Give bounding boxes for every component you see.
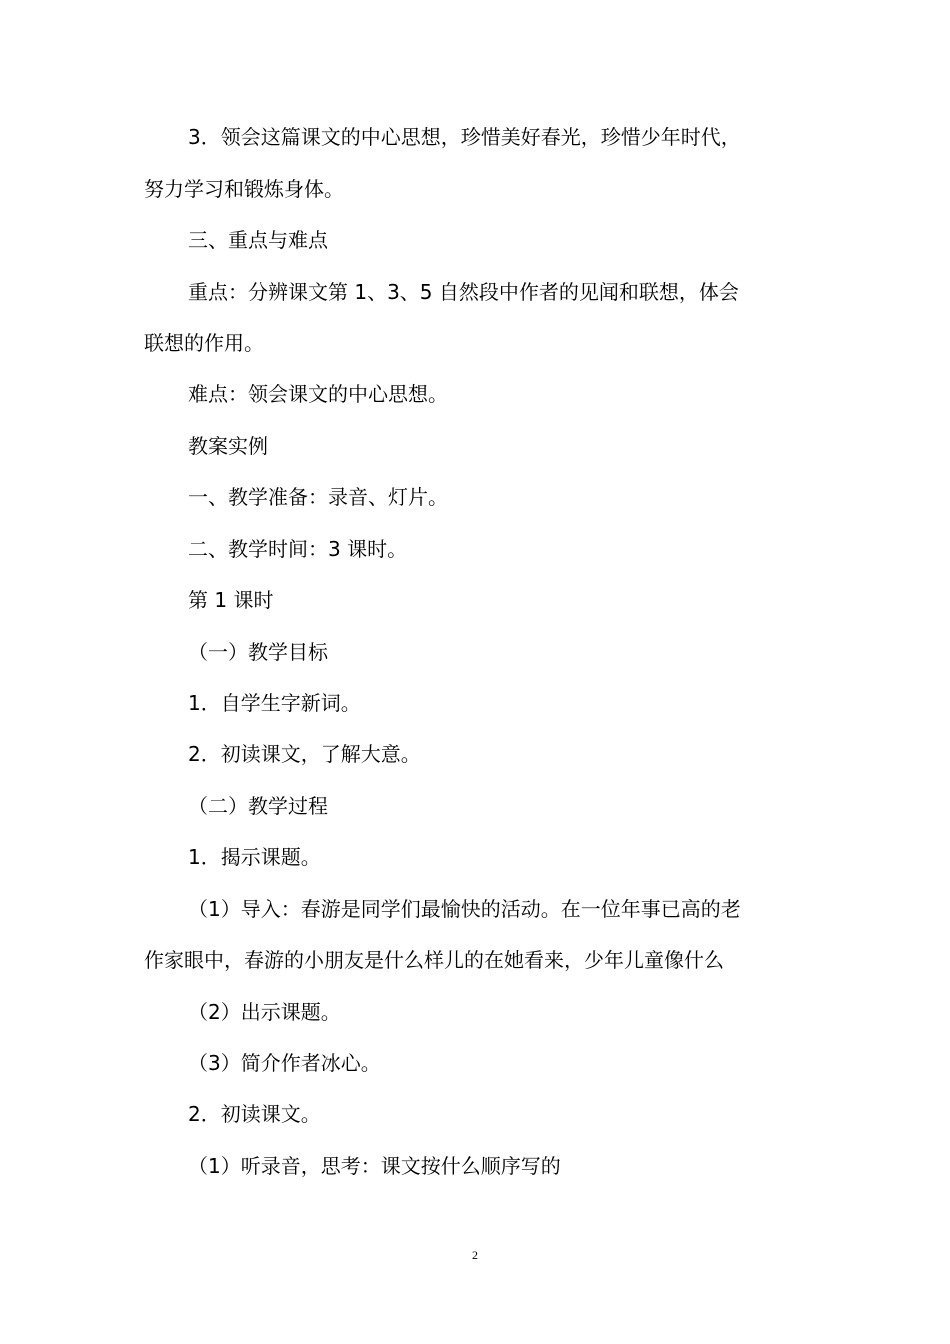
section-heading-key-points: 三、重点与难点 (188, 228, 328, 252)
paragraph-teaching-time: 二、教学时间：3 课时。 (188, 537, 408, 561)
paragraph-difficulty: 难点：领会课文的中心思想。 (188, 382, 448, 406)
paragraph-introduction-line2: 作家眼中，春游的小朋友是什么样儿的在她看来，少年儿童像什么 (144, 948, 724, 972)
heading-teaching-process: （二）教学过程 (188, 794, 328, 818)
heading-teaching-goals: （一）教学目标 (188, 640, 328, 664)
list-item-goal-2: 2．初读课文，了解大意。 (188, 742, 421, 766)
paragraph-introduction-line1: （1）导入：春游是同学们最愉快的活动。在一位年事已高的老 (188, 897, 741, 921)
paragraph-preparation: 一、教学准备：录音、灯片。 (188, 485, 448, 509)
list-item-show-title: （2）出示课题。 (188, 1000, 341, 1024)
paragraph-objective-3-line2: 努力学习和锻炼身体。 (144, 177, 344, 201)
list-item-goal-1: 1．自学生字新词。 (188, 691, 361, 715)
paragraph-key-point-line2: 联想的作用。 (144, 331, 264, 355)
list-item-listen-recording: （1）听录音，思考：课文按什么顺序写的 (188, 1154, 561, 1178)
list-item-author-intro: （3）简介作者冰心。 (188, 1051, 381, 1075)
list-item-first-reading: 2．初读课文。 (188, 1102, 321, 1126)
heading-lesson-1: 第 1 课时 (188, 588, 274, 612)
paragraph-key-point-line1: 重点：分辨课文第 1、3、5 自然段中作者的见闻和联想，体会 (188, 280, 739, 304)
list-item-reveal-title: 1．揭示课题。 (188, 845, 321, 869)
heading-lesson-example: 教案实例 (188, 434, 268, 458)
page-number: 2 (472, 1248, 478, 1262)
paragraph-objective-3-line1: 3．领会这篇课文的中心思想，珍惜美好春光，珍惜少年时代， (188, 125, 741, 149)
